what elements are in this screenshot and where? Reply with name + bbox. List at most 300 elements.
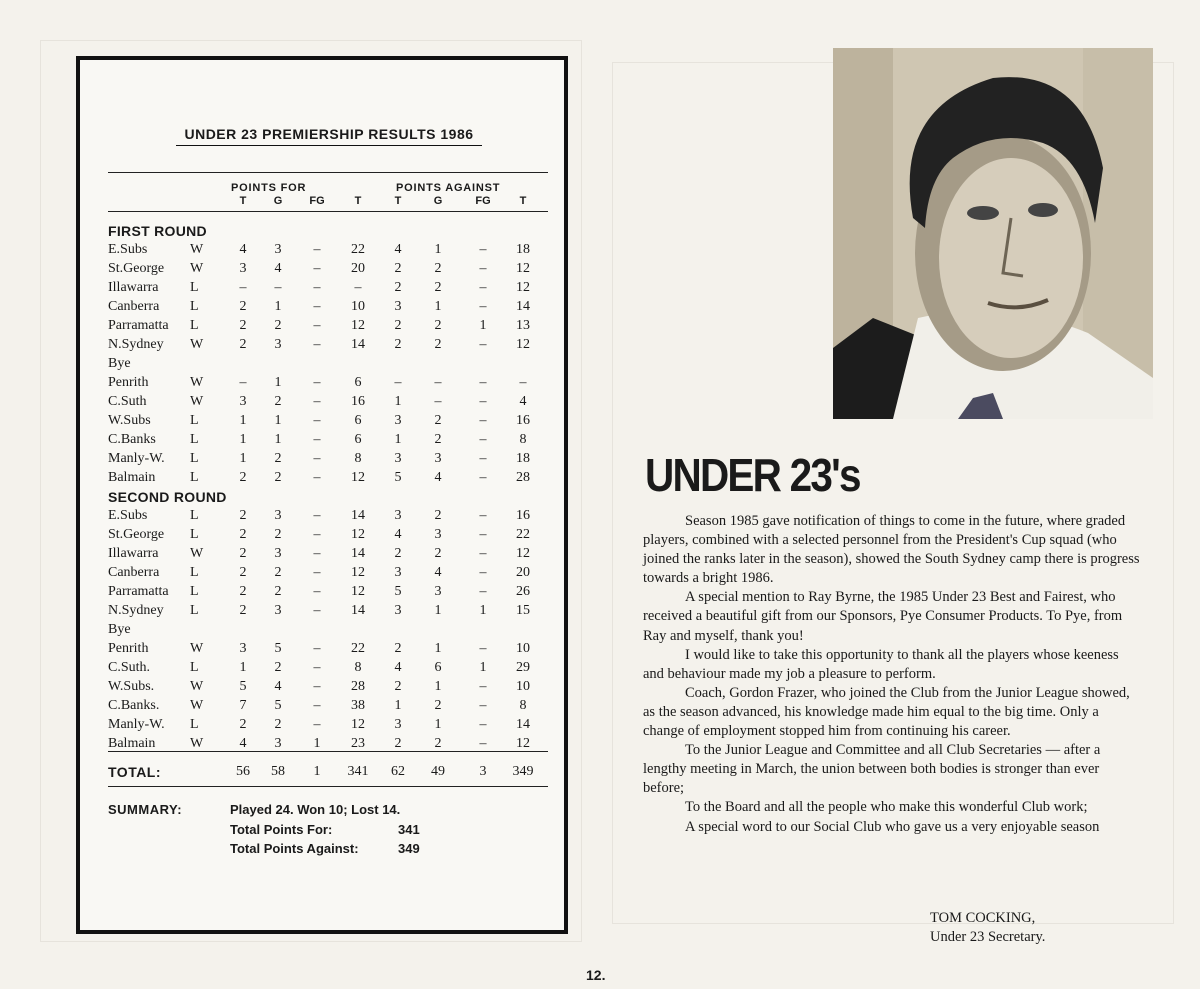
score-cell: 1	[394, 432, 402, 447]
score-cell: 2	[434, 413, 442, 428]
paragraph: A special mention to Ray Byrne, the 1985 Under 23 Best and Fairest, who received a beautiful gift from our Sponsors, Pye Consumer Products. To Pye, from Ray and myself, thank you!	[643, 589, 1123, 644]
score-cell: 1	[479, 660, 487, 675]
score-cell: –	[313, 299, 321, 314]
score-cell: –	[394, 375, 402, 390]
score-cell: –	[313, 527, 321, 542]
total-cell: 62	[391, 764, 405, 779]
article-body	[643, 512, 1143, 837]
match-result: L	[190, 280, 199, 295]
score-cell: 4	[394, 527, 402, 542]
score-cell: –	[479, 698, 487, 713]
score-cell: 28	[351, 679, 365, 694]
score-cell: 1	[394, 394, 402, 409]
score-cell: –	[479, 413, 487, 428]
column-header: T	[394, 195, 402, 207]
score-cell: 12	[351, 470, 365, 485]
score-cell: 1	[434, 299, 442, 314]
table-row	[80, 470, 560, 489]
score-cell: 2	[239, 508, 247, 523]
total-cell: 341	[347, 764, 369, 779]
score-cell: 3	[239, 261, 247, 276]
score-cell: 1	[239, 451, 247, 466]
paragraph: I would like to take this opportunity to thank all the players whose keeness and behaviour made my job a pleasure to perform.	[643, 646, 1119, 682]
divider	[108, 211, 548, 212]
score-cell: 10	[516, 641, 530, 656]
signature-name: TOM COCKING,	[930, 910, 1036, 926]
table-row	[80, 622, 560, 641]
team-name: W.Subs	[108, 413, 151, 428]
score-cell: 16	[351, 394, 365, 409]
team-name: E.Subs	[108, 508, 148, 523]
results-box	[76, 56, 568, 934]
match-result: W	[190, 242, 204, 257]
column-header: T	[239, 195, 247, 207]
paragraph: Coach, Gordon Frazer, who joined the Club from the Junior League showed, as the season advanced, his knowledge made him equal to the big time. Only a change of employment stopped him from continuing his career.	[643, 684, 1130, 740]
score-cell: 4	[274, 679, 282, 694]
score-cell: 28	[516, 470, 530, 485]
score-cell: 22	[351, 641, 365, 656]
match-result: L	[190, 470, 199, 485]
table-row	[80, 394, 560, 413]
score-cell: 22	[516, 527, 530, 542]
score-cell: 14	[516, 299, 530, 314]
score-cell: 1	[239, 432, 247, 447]
match-result: L	[190, 451, 199, 466]
team-name: Parramatta	[108, 318, 169, 333]
score-cell: 7	[239, 698, 247, 713]
divider	[108, 786, 548, 787]
score-cell: 12	[516, 736, 530, 751]
paragraph: Season 1985 gave notification of things to come in the future, where graded players, combined with a selected personnel from the President's Cup squad (who joined the ranks later in the season), showed the South Sydney camp there is progress towards a bright 1986.	[643, 513, 1140, 587]
score-cell: –	[313, 508, 321, 523]
score-cell: 12	[516, 261, 530, 276]
score-cell: 3	[239, 641, 247, 656]
team-name: C.Suth	[108, 394, 147, 409]
score-cell: –	[354, 280, 362, 295]
score-cell: –	[479, 261, 487, 276]
score-cell: –	[434, 394, 442, 409]
score-cell: 2	[434, 698, 442, 713]
score-cell: –	[313, 280, 321, 295]
score-cell: 2	[394, 280, 402, 295]
team-name: Manly-W.	[108, 451, 165, 466]
score-cell: 2	[394, 318, 402, 333]
score-cell: 1	[313, 736, 321, 751]
score-cell: 2	[434, 261, 442, 276]
column-header: T	[519, 195, 527, 207]
summary-points-for-label: Total Points For:	[230, 822, 333, 837]
score-cell: 2	[274, 318, 282, 333]
portrait-photo	[833, 48, 1153, 419]
table-row	[80, 451, 560, 470]
table-row	[80, 584, 560, 603]
table-row	[80, 432, 560, 451]
team-name: Balmain	[108, 470, 156, 485]
summary-played: Played 24. Won 10; Lost 14.	[230, 802, 401, 817]
score-cell: 16	[516, 508, 530, 523]
score-cell: 3	[394, 717, 402, 732]
summary-points-for-value: 341	[398, 822, 420, 837]
score-cell: 26	[516, 584, 530, 599]
table-row	[80, 736, 560, 755]
score-cell: 18	[516, 242, 530, 257]
score-cell: –	[313, 261, 321, 276]
score-cell: 1	[434, 717, 442, 732]
score-cell: –	[479, 394, 487, 409]
score-cell: 2	[394, 546, 402, 561]
score-cell: –	[479, 527, 487, 542]
score-cell: –	[519, 375, 527, 390]
table-row	[80, 546, 560, 565]
score-cell: 5	[394, 584, 402, 599]
signature	[930, 909, 1045, 947]
score-cell: –	[479, 470, 487, 485]
table-row	[80, 337, 560, 356]
score-cell: 1	[434, 603, 442, 618]
score-cell: 2	[274, 394, 282, 409]
score-cell: –	[239, 280, 247, 295]
score-cell: 2	[274, 717, 282, 732]
score-cell: 3	[434, 527, 442, 542]
team-name: Illawarra	[108, 280, 159, 295]
score-cell: 2	[434, 318, 442, 333]
score-cell: 5	[274, 698, 282, 713]
score-cell: –	[313, 717, 321, 732]
score-cell: 12	[351, 717, 365, 732]
total-cell: 349	[512, 764, 534, 779]
score-cell: 14	[516, 717, 530, 732]
team-name: C.Suth.	[108, 660, 151, 675]
score-cell: 1	[274, 299, 282, 314]
score-cell: –	[479, 679, 487, 694]
round-heading: SECOND ROUND	[108, 489, 227, 505]
score-cell: 6	[434, 660, 442, 675]
score-cell: 2	[394, 679, 402, 694]
score-cell: 8	[519, 698, 527, 713]
team-name: Parramatta	[108, 584, 169, 599]
score-cell: –	[313, 337, 321, 352]
score-cell: 3	[394, 565, 402, 580]
match-result: W	[190, 375, 204, 390]
score-cell: –	[313, 679, 321, 694]
score-cell: 3	[394, 508, 402, 523]
team-name: Manly-W.	[108, 717, 165, 732]
paragraph: To the Junior League and Committee and all Club Secretaries — after a lengthy meeting in March, the union between both bodies is stronger than ever before;	[643, 742, 1101, 797]
score-cell: 3	[394, 413, 402, 428]
total-label: TOTAL:	[108, 764, 162, 780]
score-cell: 3	[274, 242, 282, 257]
score-cell: 6	[354, 413, 362, 428]
score-cell: –	[479, 451, 487, 466]
match-result: L	[190, 299, 199, 314]
score-cell: 4	[394, 660, 402, 675]
score-cell: 4	[239, 736, 247, 751]
match-result: L	[190, 318, 199, 333]
score-cell: –	[313, 698, 321, 713]
score-cell: 20	[351, 261, 365, 276]
score-cell: 14	[351, 337, 365, 352]
score-cell: –	[313, 375, 321, 390]
score-cell: 14	[351, 603, 365, 618]
column-header: FG	[309, 195, 325, 207]
score-cell: 1	[434, 679, 442, 694]
score-cell: 3	[274, 337, 282, 352]
total-cell: 56	[236, 764, 250, 779]
results-title: UNDER 23 PREMIERSHIP RESULTS 1986	[176, 126, 482, 146]
team-name: Balmain	[108, 736, 156, 751]
score-cell: –	[479, 242, 487, 257]
match-result: L	[190, 717, 199, 732]
score-cell: 2	[274, 470, 282, 485]
signature-role: Under 23 Secretary.	[930, 929, 1046, 945]
points-for-header: POINTS FOR	[231, 182, 307, 194]
score-cell: 2	[239, 717, 247, 732]
column-header: T	[354, 195, 362, 207]
points-against-header: POINTS AGAINST	[396, 182, 501, 194]
score-cell: 2	[274, 527, 282, 542]
score-cell: –	[479, 432, 487, 447]
score-cell: 1	[239, 660, 247, 675]
score-cell: 2	[239, 527, 247, 542]
summary-points-against-value: 349	[398, 841, 420, 856]
score-cell: –	[479, 508, 487, 523]
score-cell: 2	[239, 318, 247, 333]
table-row	[80, 698, 560, 717]
match-result: W	[190, 261, 204, 276]
table-row	[80, 280, 560, 299]
score-cell: 38	[351, 698, 365, 713]
table-row	[80, 242, 560, 261]
score-cell: 2	[434, 736, 442, 751]
paragraph: A special word to our Social Club who gave us a very enjoyable season	[685, 818, 1100, 835]
match-result: L	[190, 508, 199, 523]
total-cell: 3	[479, 764, 487, 779]
match-result: W	[190, 736, 204, 751]
table-row	[80, 508, 560, 527]
paragraph: To the Board and all the people who make this wonderful Club work;	[685, 799, 1088, 816]
score-cell: 4	[434, 565, 442, 580]
match-result: W	[190, 679, 204, 694]
score-cell: 3	[274, 736, 282, 751]
table-row	[80, 356, 560, 375]
score-cell: –	[479, 375, 487, 390]
table-row	[80, 565, 560, 584]
score-cell: –	[479, 641, 487, 656]
team-name: Illawarra	[108, 546, 159, 561]
match-result: W	[190, 546, 204, 561]
score-cell: 4	[239, 242, 247, 257]
score-cell: 2	[239, 546, 247, 561]
score-cell: 2	[434, 508, 442, 523]
score-cell: –	[313, 242, 321, 257]
score-cell: 14	[351, 546, 365, 561]
score-cell: 4	[394, 242, 402, 257]
score-cell: –	[274, 280, 282, 295]
score-cell: 8	[354, 451, 362, 466]
team-name: Bye	[108, 622, 131, 637]
score-cell: –	[313, 546, 321, 561]
score-cell: –	[313, 660, 321, 675]
score-cell: –	[479, 584, 487, 599]
score-cell: –	[479, 736, 487, 751]
score-cell: 8	[519, 432, 527, 447]
score-cell: –	[479, 717, 487, 732]
score-cell: 15	[516, 603, 530, 618]
score-cell: 2	[239, 299, 247, 314]
score-cell: 13	[516, 318, 530, 333]
score-cell: 1	[274, 375, 282, 390]
score-cell: 1	[434, 641, 442, 656]
score-cell: 1	[479, 318, 487, 333]
match-result: L	[190, 584, 199, 599]
score-cell: 3	[394, 299, 402, 314]
score-cell: –	[313, 413, 321, 428]
summary-points-against-label: Total Points Against:	[230, 841, 359, 856]
score-cell: 22	[351, 242, 365, 257]
table-row	[80, 413, 560, 432]
match-result: W	[190, 337, 204, 352]
score-cell: –	[434, 375, 442, 390]
column-header: FG	[475, 195, 491, 207]
article-title: UNDER 23's	[645, 449, 860, 501]
score-cell: –	[313, 641, 321, 656]
score-cell: 1	[274, 432, 282, 447]
score-cell: 8	[354, 660, 362, 675]
score-cell: 3	[394, 451, 402, 466]
score-cell: 2	[394, 736, 402, 751]
team-name: Penrith	[108, 375, 149, 390]
score-cell: 2	[239, 337, 247, 352]
team-name: C.Banks.	[108, 698, 160, 713]
score-cell: 2	[434, 546, 442, 561]
score-cell: 1	[479, 603, 487, 618]
score-cell: 4	[434, 470, 442, 485]
round-heading: FIRST ROUND	[108, 223, 207, 239]
score-cell: 3	[274, 603, 282, 618]
score-cell: 2	[274, 660, 282, 675]
score-cell: –	[313, 584, 321, 599]
match-result: W	[190, 641, 204, 656]
column-header: G	[273, 195, 283, 207]
score-cell: –	[313, 603, 321, 618]
table-row	[80, 717, 560, 736]
table-row	[80, 299, 560, 318]
score-cell: 3	[239, 394, 247, 409]
score-cell: 23	[351, 736, 365, 751]
score-cell: 18	[516, 451, 530, 466]
score-cell: 12	[516, 337, 530, 352]
table-row	[80, 660, 560, 679]
score-cell: –	[479, 565, 487, 580]
score-cell: 2	[274, 565, 282, 580]
table-row	[80, 641, 560, 660]
match-result: L	[190, 603, 199, 618]
score-cell: 5	[274, 641, 282, 656]
score-cell: 12	[351, 318, 365, 333]
score-cell: 12	[351, 565, 365, 580]
table-row	[80, 261, 560, 280]
score-cell: 2	[274, 584, 282, 599]
score-cell: –	[313, 394, 321, 409]
match-result: L	[190, 660, 199, 675]
score-cell: 10	[516, 679, 530, 694]
score-cell: 3	[274, 546, 282, 561]
score-cell: –	[313, 470, 321, 485]
score-cell: 2	[394, 261, 402, 276]
total-cell: 58	[271, 764, 285, 779]
table-row	[80, 318, 560, 337]
score-cell: 2	[239, 565, 247, 580]
score-cell: –	[479, 299, 487, 314]
team-name: St.George	[108, 527, 165, 542]
score-cell: 1	[239, 413, 247, 428]
table-row	[80, 527, 560, 546]
score-cell: 10	[351, 299, 365, 314]
score-cell: –	[313, 565, 321, 580]
table-row	[80, 679, 560, 698]
score-cell: 6	[354, 375, 362, 390]
total-cell: 1	[313, 764, 321, 779]
match-result: W	[190, 394, 204, 409]
total-cell: 49	[431, 764, 445, 779]
score-cell: –	[479, 546, 487, 561]
score-cell: –	[239, 375, 247, 390]
match-result: L	[190, 413, 199, 428]
divider	[108, 172, 548, 173]
score-cell: 6	[354, 432, 362, 447]
score-cell: 3	[394, 603, 402, 618]
summary-label: SUMMARY:	[108, 802, 183, 817]
team-name: N.Sydney	[108, 603, 164, 618]
score-cell: 5	[239, 679, 247, 694]
score-cell: 4	[519, 394, 527, 409]
team-name: N.Sydney	[108, 337, 164, 352]
score-cell: 5	[394, 470, 402, 485]
score-cell: –	[313, 432, 321, 447]
match-result: L	[190, 527, 199, 542]
score-cell: –	[479, 337, 487, 352]
match-result: L	[190, 565, 199, 580]
score-cell: 12	[516, 546, 530, 561]
team-name: Canberra	[108, 565, 160, 580]
score-cell: 14	[351, 508, 365, 523]
page-number: 12.	[586, 967, 606, 983]
score-cell: 4	[274, 261, 282, 276]
score-cell: 12	[516, 280, 530, 295]
column-header: G	[433, 195, 443, 207]
score-cell: 1	[434, 242, 442, 257]
score-cell: 2	[434, 337, 442, 352]
team-name: C.Banks	[108, 432, 156, 447]
score-cell: 3	[434, 451, 442, 466]
score-cell: 12	[351, 584, 365, 599]
portrait-illustration	[833, 48, 1153, 419]
score-cell: 1	[394, 698, 402, 713]
score-cell: 3	[274, 508, 282, 523]
match-result: W	[190, 698, 204, 713]
score-cell: 1	[274, 413, 282, 428]
score-cell: 2	[274, 451, 282, 466]
team-name: Penrith	[108, 641, 149, 656]
score-cell: 3	[434, 584, 442, 599]
team-name: E.Subs	[108, 242, 148, 257]
table-row	[80, 603, 560, 622]
team-name: Canberra	[108, 299, 160, 314]
score-cell: –	[479, 280, 487, 295]
score-cell: 2	[434, 280, 442, 295]
score-cell: 29	[516, 660, 530, 675]
score-cell: 2	[239, 584, 247, 599]
